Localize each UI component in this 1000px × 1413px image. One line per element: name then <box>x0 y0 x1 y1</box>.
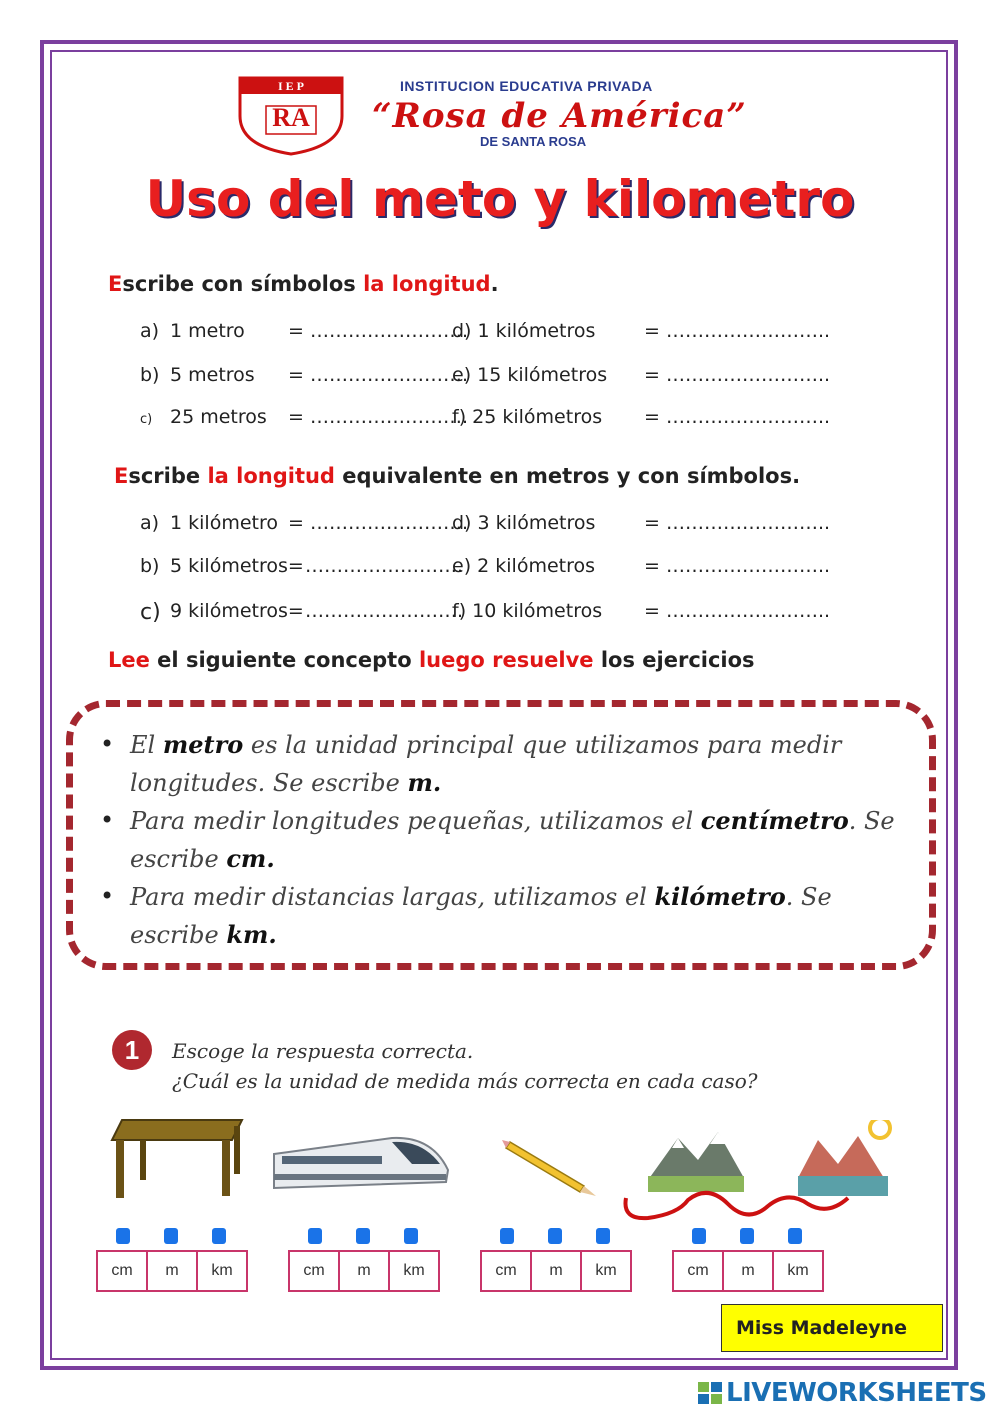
option-km[interactable]: km <box>580 1250 632 1292</box>
answer-blank[interactable]: = …………………….. <box>644 600 831 622</box>
table-image <box>110 1118 245 1200</box>
item-right-quantity: d) 3 kilómetros <box>452 512 596 534</box>
answer-blank[interactable]: = ……………………. <box>288 512 468 534</box>
svg-text:I E P: I E P <box>277 79 305 93</box>
answer-select-dot[interactable] <box>164 1228 178 1244</box>
teacher-signature: Miss Madeleyne <box>721 1304 943 1352</box>
liveworksheets-brand: LIVEWORKSHEETS <box>726 1378 987 1408</box>
institution-line1: INSTITUCION EDUCATIVA PRIVADA <box>400 78 653 94</box>
option-cm[interactable]: cm <box>288 1250 340 1292</box>
item-right-quantity: e) 15 kilómetros <box>452 364 608 386</box>
options-table <box>96 1250 248 1292</box>
answer-blank[interactable]: = ……………………. <box>288 320 468 342</box>
option-cm[interactable]: cm <box>480 1250 532 1292</box>
item-letter: a) <box>140 320 160 342</box>
item-left-quantity: 5 kilómetros= <box>170 555 304 577</box>
option-km[interactable]: km <box>772 1250 824 1292</box>
concept-item-metro: • El metro es la unidad principal que utilizamos para medir longitudes. Se escribe m. <box>100 730 842 797</box>
answer-blank[interactable]: = …………………….. <box>644 320 831 342</box>
item-left-quantity: 9 kilómetros= <box>170 600 304 622</box>
section1-heading: Escribe con símbolos la longitud. <box>108 272 499 296</box>
concept-list <box>100 726 920 954</box>
item-letter: b) <box>140 555 160 577</box>
option-km[interactable]: km <box>196 1250 248 1292</box>
institution-name: “Rosa de América” <box>372 96 747 136</box>
concept-item-centimetro: • Para medir longitudes pequeñas, utilizamos el centímetro. Se escribe cm. <box>100 806 895 873</box>
answer-blank[interactable]: = ……………………. <box>288 406 468 428</box>
section2-heading: Escribe la longitud equivalente en metros y con símbolos. <box>114 464 801 488</box>
page-title: Uso del meto y kilometro <box>145 170 855 228</box>
answer-blank[interactable]: ……………………. <box>305 600 464 622</box>
answer-select-dot[interactable] <box>212 1228 226 1244</box>
answer-select-dot[interactable] <box>548 1228 562 1244</box>
item-letter: b) <box>140 364 160 386</box>
answer-blank[interactable]: = …………………….. <box>644 406 831 428</box>
option-cm[interactable]: cm <box>96 1250 148 1292</box>
answer-select-dot[interactable] <box>788 1228 802 1244</box>
answer-select-dot[interactable] <box>740 1228 754 1244</box>
item-letter: c) <box>140 412 153 427</box>
answer-select-dot[interactable] <box>692 1228 706 1244</box>
exercise-instructions <box>172 1036 758 1096</box>
exercise-line1: Escoge la respuesta correcta. <box>172 1039 474 1063</box>
item-left-quantity: 1 metro <box>170 320 245 342</box>
answer-blank[interactable]: = ……………………. <box>288 364 468 386</box>
answer-blank[interactable]: = …………………….. <box>644 364 831 386</box>
answer-select-dot[interactable] <box>404 1228 418 1244</box>
institution-line3: DE SANTA ROSA <box>480 134 587 149</box>
answer-blank[interactable]: ……………………. <box>305 555 464 577</box>
item-left-quantity: 25 metros <box>170 406 267 428</box>
train-image <box>272 1130 450 1196</box>
pencil-image <box>500 1138 600 1198</box>
exercise-number-badge: 1 <box>112 1030 152 1070</box>
option-cm[interactable]: cm <box>672 1250 724 1292</box>
liveworksheets-logo-icon <box>698 1382 722 1404</box>
option-m[interactable]: m <box>146 1250 198 1292</box>
item-left-quantity: 5 metros <box>170 364 255 386</box>
answer-select-dot[interactable] <box>500 1228 514 1244</box>
road-landscape-image <box>618 1120 898 1240</box>
svg-text:RA: RA <box>272 103 310 132</box>
answer-blank[interactable]: = …………………….. <box>644 512 831 534</box>
option-m[interactable]: m <box>722 1250 774 1292</box>
item-right-quantity: f) 10 kilómetros <box>452 600 603 622</box>
item-letter: c) <box>140 600 161 625</box>
option-m[interactable]: m <box>530 1250 582 1292</box>
section3-heading: Lee el siguiente concepto luego resuelve los ejercicios <box>108 648 755 672</box>
answer-select-dot[interactable] <box>596 1228 610 1244</box>
concept-item-kilometro: • Para medir distancias largas, utilizamos el kilómetro. Se escribe km. <box>100 882 832 949</box>
school-shield-logo <box>236 76 346 156</box>
answer-blank[interactable]: = …………………….. <box>644 555 831 577</box>
option-km[interactable]: km <box>388 1250 440 1292</box>
item-right-quantity: d) 1 kilómetros <box>452 320 596 342</box>
options-road <box>672 1250 824 1292</box>
item-right-quantity: f) 25 kilómetros <box>452 406 603 428</box>
answer-select-dot[interactable] <box>116 1228 130 1244</box>
item-left-quantity: 1 kilómetro <box>170 512 278 534</box>
options-train <box>288 1250 440 1292</box>
answer-select-dot[interactable] <box>356 1228 370 1244</box>
item-right-quantity: e) 2 kilómetros <box>452 555 596 577</box>
item-letter: a) <box>140 512 160 534</box>
options-pencil <box>480 1250 632 1292</box>
exercise-line2: ¿Cuál es la unidad de medida más correcta en cada caso? <box>172 1069 758 1093</box>
answer-select-dot[interactable] <box>308 1228 322 1244</box>
option-m[interactable]: m <box>338 1250 390 1292</box>
